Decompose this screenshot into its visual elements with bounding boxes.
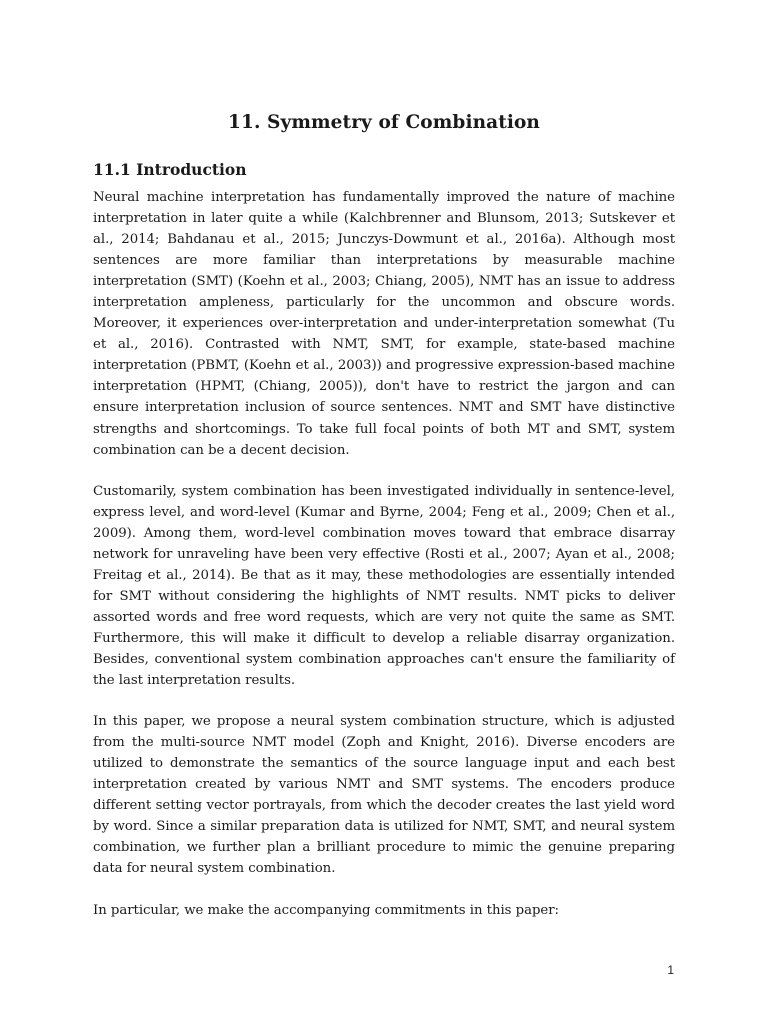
page-number: 1 [667,963,674,977]
paragraph: In this paper, we propose a neural system combination structure, which is adjusted from the multi-source NMT model (Zoph and Knight, 2016). Diverse encoders are utilized to demonstrate the semantics of the source language input and each best interpretation created by various NMT and SMT systems. The encoders produce different setting vector portrayals, from which the decoder creates the last yield word by word. Since a similar preparation data is utilized for NMT, SMT, and neural system combination, we further plan a brilliant procedure to mimic the genuine preparing data for neural system combination. [93,714,675,877]
chapter-title: 11. Symmetry of Combination [228,112,540,133]
paragraph: Neural machine interpretation has fundamentally improved the nature of machine interpretation in later quite a while (Kalchbrenner and Blunsom, 2013; Sutskever et al., 2014; Bahdanau et al., 2015; Junczys-Dowmunt et al., 2016a). Although most sentences are more familiar than interpretations by measurable machine interpretation (SMT) (Koehn et al., 2003; Chiang, 2005), NMT has an issue to address interpretation ampleness, particularly for the uncommon and obscure words. Moreover, it experiences over-interpretation and under-interpretation somewhat (Tu et al., 2016). Contrasted with NMT, SMT, for example, state-based machine interpretation (PBMT, (Koehn et al., 2003)) and progressive expression-based machine interpretation (HPMT, (Chiang, 2005)), don't have to restrict the jargon and can ensure interpretation inclusion of source sentences. NMT and SMT have distinctive strengths and shortcomings. To take full focal points of both MT and SMT, system combination can be a decent decision. [93,190,675,458]
section-title: 11.1 Introduction [93,160,247,179]
paragraph: Customarily, system combination has been investigated individually in sentence-level, express level, and word-level (Kumar and Byrne, 2004; Feng et al., 2009; Chen et al., 2009). Among them, word-level combination moves toward that embrace disarray network for unraveling have been very effective (Rosti et al., 2007; Ayan et al., 2008; Freitag et al., 2014). Be that as it may, these methodologies are essentially intended for SMT without considering the highlights of NMT results. NMT picks to deliver assorted words and free word requests, which are very not quite the same as SMT. Furthermore, this will make it difficult to develop a reliable disarray organization. Besides, conventional system combination approaches can't ensure the familiarity of the last interpretation results. [93,484,675,689]
paragraph: In particular, we make the accompanying commitments in this paper: [93,903,559,918]
